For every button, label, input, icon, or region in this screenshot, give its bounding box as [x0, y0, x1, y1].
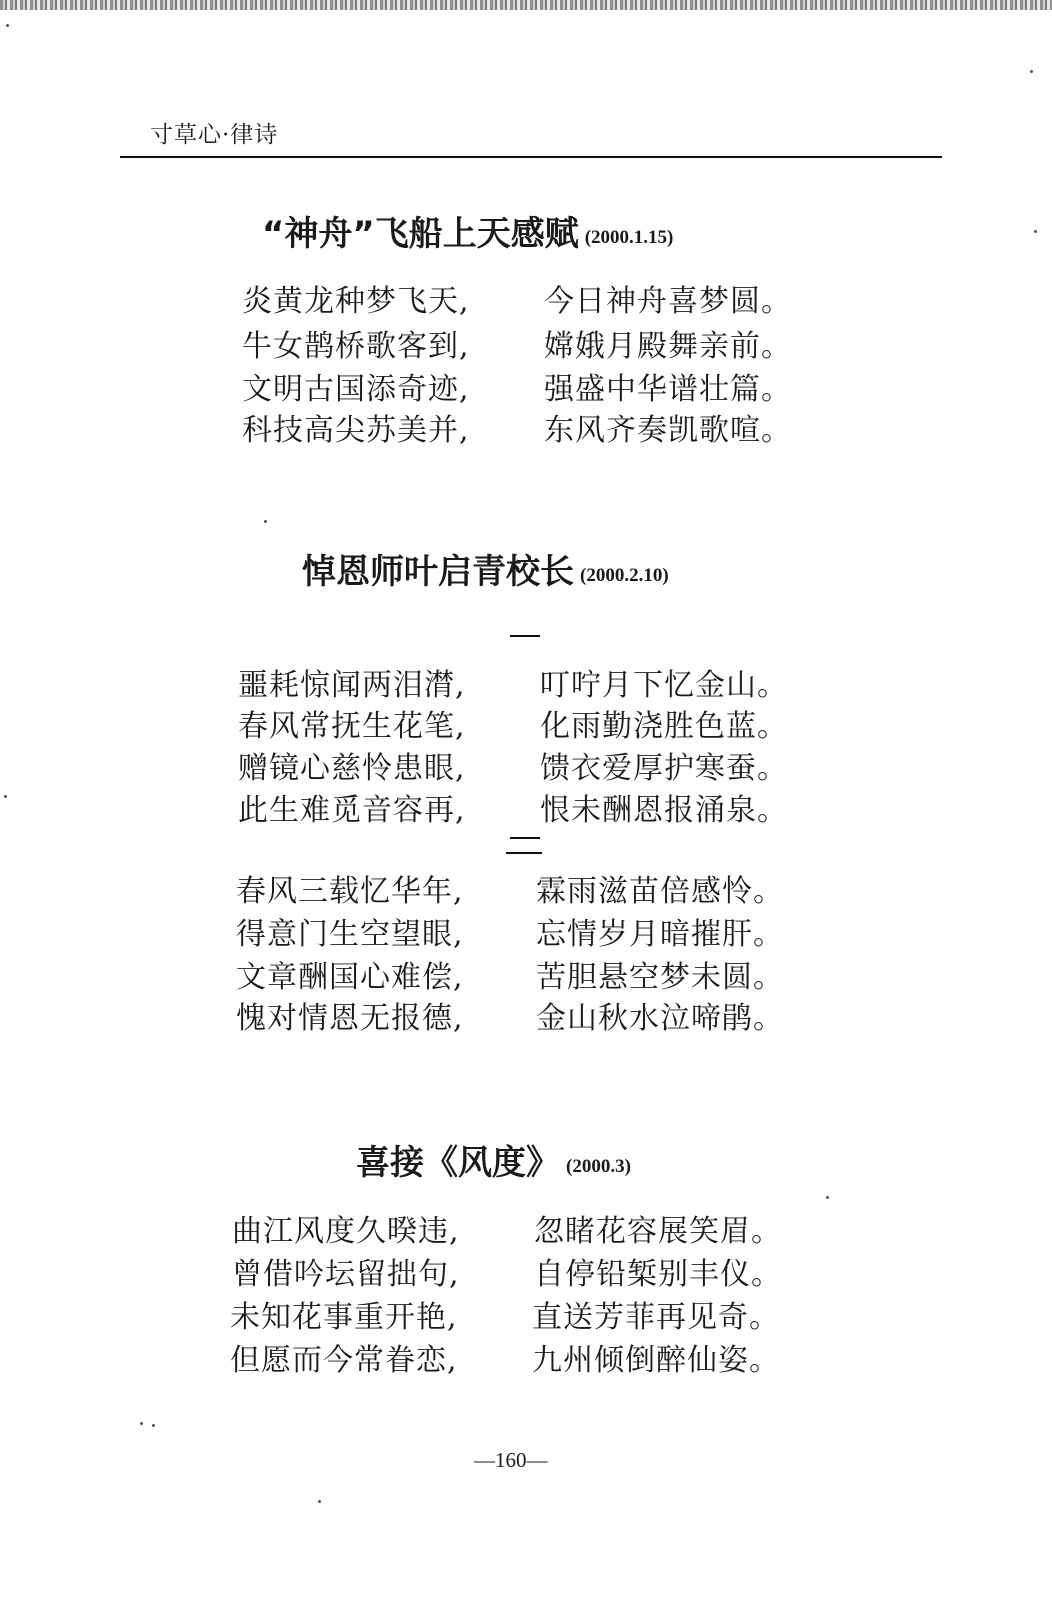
verse-line: 叮咛月下忆金山。 [540, 668, 788, 703]
scan-speck [152, 1424, 155, 1427]
verse-line: 曲江风度久暌违, [232, 1214, 460, 1249]
verse-line: 牛女鹊桥歌客到, [242, 329, 470, 364]
running-header: 寸草心·律诗 [150, 122, 279, 148]
part-number-one [510, 635, 540, 637]
part-number-two-bottom [506, 852, 542, 854]
verse-line: 嫦娥月殿舞亲前。 [544, 329, 792, 364]
scan-speck [264, 520, 267, 523]
verse-line: 馈衣爱厚护寒蚕。 [540, 751, 788, 786]
verse-line: 九州倾倒醉仙姿。 [532, 1343, 780, 1378]
poem-title-text: 悼恩师叶启青校长 [302, 552, 574, 592]
verse-line: 春风常抚生花笔, [238, 709, 466, 744]
poem-date: (2000.2.10) [580, 565, 669, 586]
poem-date: (2000.3) [566, 1156, 631, 1177]
poem-title-text: 喜接《风度》 [356, 1143, 560, 1183]
page-number: —160— [474, 1448, 548, 1472]
verse-line: 直送芳菲再见奇。 [532, 1300, 780, 1335]
verse-line: 炎黄龙种梦飞天, [242, 284, 470, 319]
verse-line: 此生难觅音容再, [238, 793, 466, 828]
verse-line: 科技高尖苏美并, [242, 413, 470, 448]
verse-line: 但愿而今常眷恋, [230, 1343, 458, 1378]
verse-line: 忘情岁月暗摧肝。 [536, 917, 784, 952]
scan-speck [6, 24, 9, 27]
header-rule [120, 156, 942, 158]
scan-speck [1030, 70, 1033, 73]
scan-edge-noise [0, 0, 1052, 10]
scan-speck [826, 1196, 829, 1199]
part-number-two-top [510, 837, 540, 839]
poem-date: (2000.1.15) [584, 227, 674, 248]
verse-line: 忽睹花容展笑眉。 [534, 1214, 782, 1249]
verse-line: 噩耗惊闻两泪潸, [238, 668, 466, 703]
verse-line: 东风齐奏凯歌喧。 [544, 413, 792, 448]
verse-line: 苦胆悬空梦未圆。 [536, 960, 784, 995]
verse-line: 化雨勤浇胜色蓝。 [540, 709, 788, 744]
poem-title [302, 552, 669, 596]
verse-line: 赠镜心慈怜患眼, [238, 751, 466, 786]
verse-line: 恨未酬恩报涌泉。 [540, 793, 788, 828]
scan-speck [4, 795, 7, 798]
verse-line: 强盛中华谱壮篇。 [544, 372, 792, 407]
scan-speck [1034, 230, 1037, 233]
verse-line: 未知花事重开艳, [230, 1300, 458, 1335]
verse-line: 春风三载忆华年, [236, 874, 464, 909]
verse-line: 自停铅椠别丰仪。 [534, 1257, 782, 1292]
verse-line: 金山秋水泣啼鹃。 [536, 1001, 784, 1036]
verse-line: 曾借吟坛留拙句, [232, 1257, 460, 1292]
poem-title [262, 214, 673, 258]
scan-speck [318, 1500, 321, 1503]
verse-line: 霖雨滋苗倍感怜。 [536, 874, 784, 909]
verse-line: 得意门生空望眼, [236, 917, 464, 952]
poem-title-text: “神舟”飞船上天感赋 [262, 214, 579, 254]
verse-line: 愧对情恩无报德, [236, 1001, 464, 1036]
verse-line: 文明古国添奇迹, [242, 372, 470, 407]
poem-title [356, 1143, 631, 1187]
scan-speck [140, 1422, 143, 1425]
verse-line: 今日神舟喜梦圆。 [544, 284, 792, 319]
verse-line: 文章酬国心难偿, [236, 960, 464, 995]
